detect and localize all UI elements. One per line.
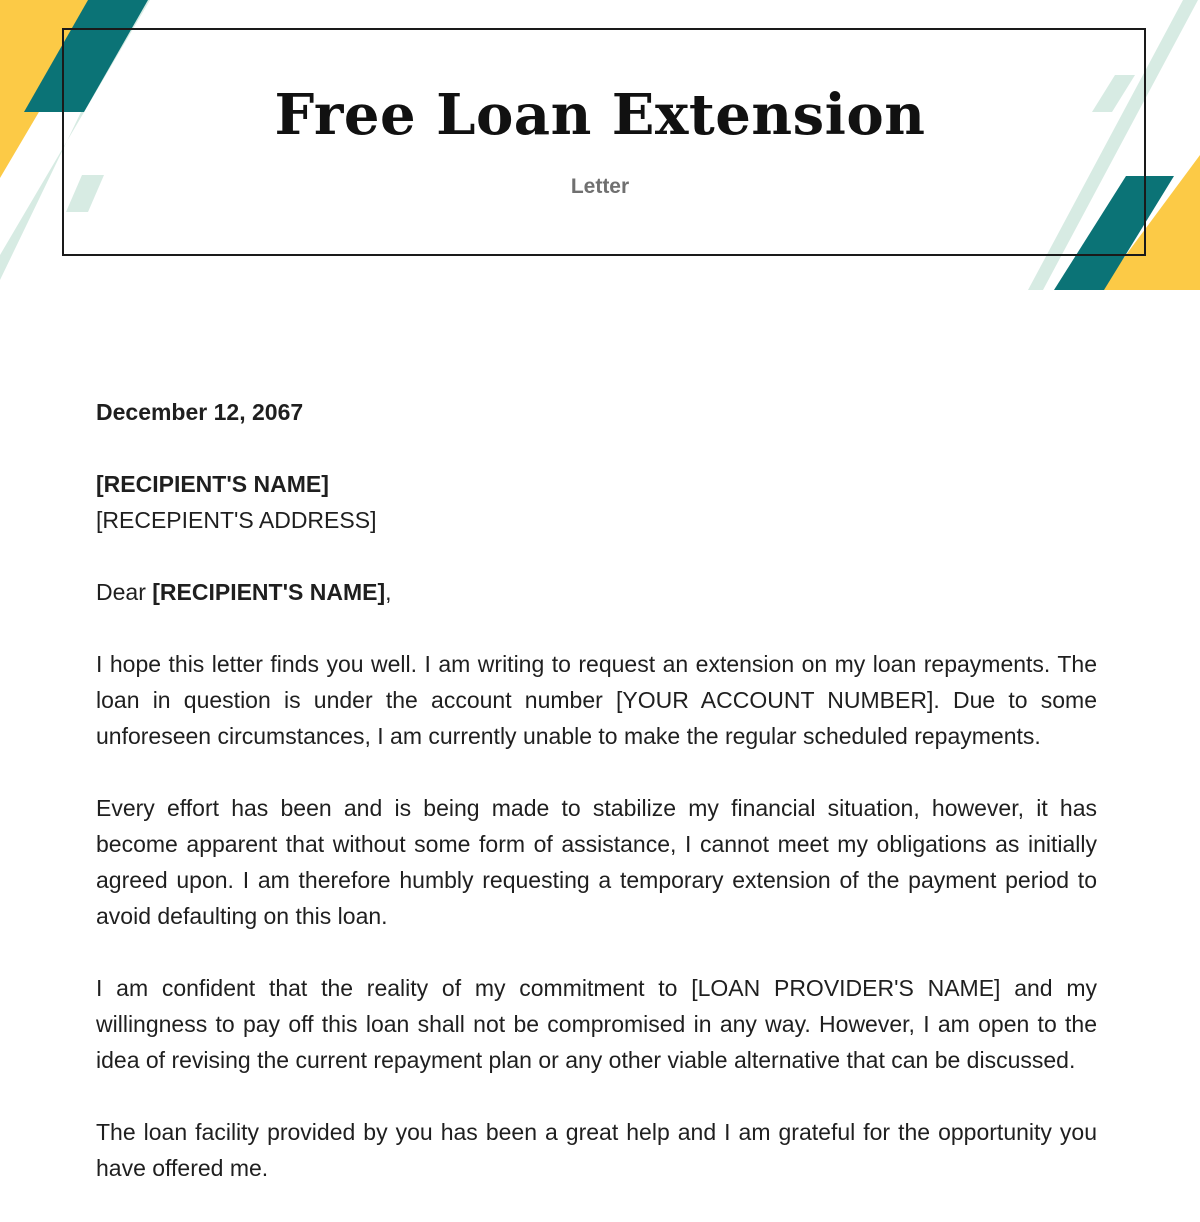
salutation-suffix: , — [385, 579, 392, 605]
recipient-name: [RECIPIENT'S NAME] — [96, 471, 329, 497]
letter-date: December 12, 2067 — [96, 399, 304, 425]
salutation-prefix: Dear — [96, 579, 146, 605]
letter-body — [96, 394, 1097, 1222]
document-subtitle: Letter — [570, 175, 630, 198]
salutation-name: [RECIPIENT'S NAME] — [152, 579, 386, 605]
body-paragraph-1: I hope this letter finds you well. I am writing to request an extension on my loan repayments. The loan in question is under the account number [YOUR ACCOUNT NUMBER]. Due to some unforeseen circumstances, I am currently unable to make the regular scheduled repayments. — [96, 651, 1097, 749]
recipient-block — [96, 466, 1097, 538]
recipient-address: [RECEPIENT'S ADDRESS] — [96, 507, 377, 533]
body-paragraph-4: The loan facility provided by you has been a great help and I am grateful for the opportunity you have offered me. — [96, 1119, 1097, 1181]
salutation — [96, 574, 1097, 610]
body-paragraph-3: I am confident that the reality of my commitment to [LOAN PROVIDER'S NAME] and my willingness to pay off this loan shall not be compromised in any way. However, I am open to the idea of revising the current repayment plan or any other viable alternative that can be discussed. — [96, 975, 1097, 1073]
document-title: Free Loan Extension — [274, 82, 926, 148]
body-paragraph-2: Every effort has been and is being made to stabilize my financial situation, however, it has become apparent that without some form of assistance, I cannot meet my obligations as initially agreed upon. I am therefore humbly requesting a temporary extension of the payment period to avoid defaulting on this loan. — [96, 795, 1097, 929]
